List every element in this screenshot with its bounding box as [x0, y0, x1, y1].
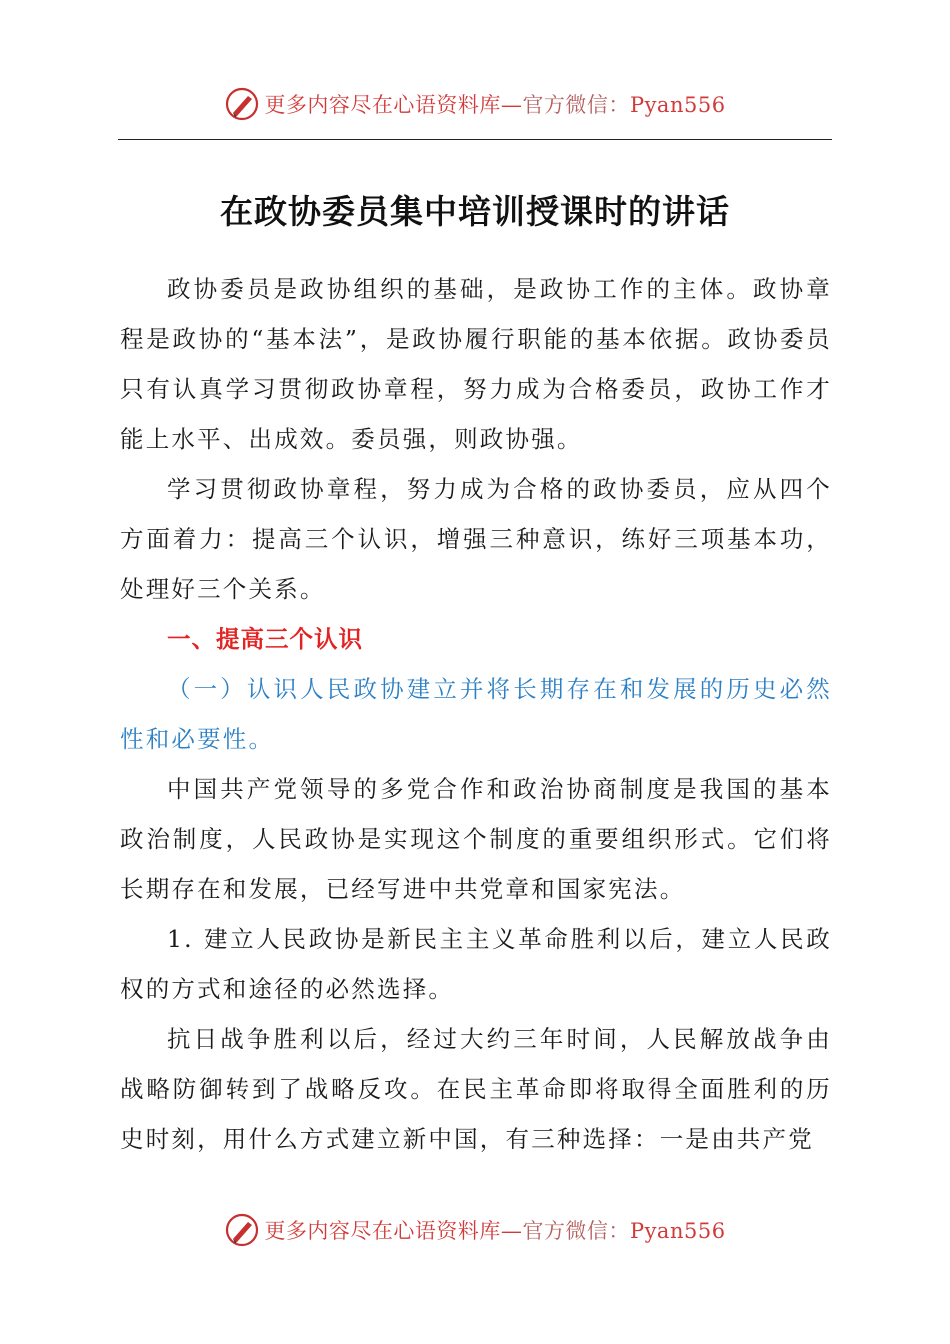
banner-text: [264, 89, 725, 119]
banner-wechat-label: 官方微信：: [522, 93, 630, 117]
header-banner: [0, 84, 950, 124]
footer-banner: [0, 1210, 950, 1250]
pen-logo-icon: [224, 86, 260, 122]
section-heading: 一、提高三个认识: [167, 625, 363, 653]
page-title: 在政协委员集中培训授课时的讲话: [220, 192, 730, 231]
subsection-heading: （一）认识人民政协建立并将长期存在和发展的历史必然性和必要性。: [120, 675, 832, 753]
pen-logo-icon: [224, 1212, 260, 1248]
banner-prefix: 更多内容尽在心语资料库—: [264, 93, 523, 117]
banner-prefix: 更多内容尽在心语资料库—: [264, 1219, 523, 1243]
paragraph: 中国共产党领导的多党合作和政治协商制度是我国的基本政治制度，人民政协是实现这个制度的重要组织形式。它们将长期存在和发展，已经写进中共党章和国家宪法。: [120, 775, 832, 903]
banner-wechat-id: Pyan556: [629, 1219, 726, 1243]
header-divider: [118, 139, 832, 140]
banner-text: [264, 1215, 725, 1245]
paragraph: 1. 建立人民政协是新民主主义革命胜利以后，建立人民政权的方式和途径的必然选择。: [120, 925, 832, 1003]
paragraph: 抗日战争胜利以后，经过大约三年时间，人民解放战争由战略防御转到了战略反攻。在民主革命即将取得全面胜利的历史时刻，用什么方式建立新中国，有三种选择：一是由共产党: [120, 1025, 832, 1153]
banner-wechat-label: 官方微信：: [522, 1219, 630, 1243]
paragraph: 政协委员是政协组织的基础，是政协工作的主体。政协章程是政协的“基本法”，是政协履行职能的基本依据。政协委员只有认真学习贯彻政协章程，努力成为合格委员，政协工作才能上水平、出成效。委员强，则政协强。: [120, 275, 832, 453]
paragraph: 学习贯彻政协章程，努力成为合格的政协委员，应从四个方面着力：提高三个认识，增强三种意识，练好三项基本功，处理好三个关系。: [120, 475, 832, 603]
banner-wechat-id: Pyan556: [629, 93, 726, 117]
document-body: [120, 264, 832, 1164]
